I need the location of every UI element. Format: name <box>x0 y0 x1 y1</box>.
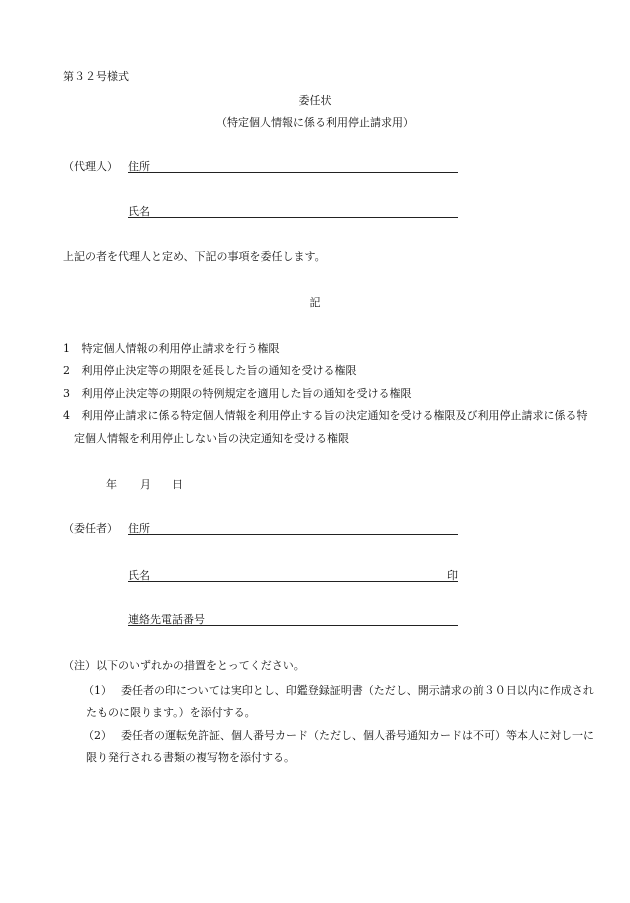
note-text: 委任者の印については実印とし、印鑑登録証明書（ただし、開示請求の前３０日以内に作成され <box>121 684 594 697</box>
date-day-label: 日 <box>172 478 183 491</box>
principal-address-line[interactable] <box>128 534 458 535</box>
document-subtitle: （特定個人情報に係る利用停止請求用） <box>216 116 414 129</box>
item-text: 特定個人情報の利用停止請求を行う権限 <box>81 342 280 355</box>
principal-phone-label: 連絡先電話番号 <box>128 613 205 626</box>
item-number: 4 <box>63 409 70 422</box>
agent-address-line[interactable] <box>128 172 458 173</box>
agent-name-line[interactable] <box>128 217 458 218</box>
list-item <box>63 385 412 401</box>
date-year-label: 年 <box>106 478 117 491</box>
notes-heading: （注）以下のいずれかの措置をとってください。 <box>63 659 305 672</box>
principal-label: （委任者） <box>63 522 118 535</box>
item-text: 利用停止決定等の期限を延長した旨の通知を受ける権限 <box>81 364 357 377</box>
principal-address-label: 住所 <box>128 522 150 535</box>
note-number: （2） <box>83 729 112 742</box>
seal-mark: 印 <box>447 569 458 582</box>
agent-label: （代理人） <box>63 160 118 173</box>
item-text-continuation: 定個人情報を利用停止しない旨の決定通知を受ける権限 <box>74 432 349 445</box>
delegation-statement: 上記の者を代理人と定め、下記の事項を委任します。 <box>63 250 326 263</box>
principal-phone-line[interactable] <box>128 625 458 626</box>
principal-name-line[interactable] <box>128 581 458 582</box>
note-text-continuation: たものに限ります。）を添付する。 <box>86 706 256 719</box>
ki-heading: 記 <box>309 296 321 309</box>
list-item <box>63 362 357 378</box>
note-text: 委任者の運転免許証、個人番号カード（ただし、個人番号通知カードは不可）等本人に対し一に <box>121 729 594 742</box>
date-month-label: 月 <box>140 478 151 491</box>
principal-name-label: 氏名 <box>128 569 150 582</box>
document-title: 委任状 <box>298 94 332 107</box>
note-number: （1） <box>83 684 112 697</box>
list-item <box>63 407 588 423</box>
item-text: 利用停止請求に係る特定個人情報を利用停止する旨の決定通知を受ける権限及び利用停止請求に係る特 <box>81 409 588 422</box>
agent-name-label: 氏名 <box>128 205 150 218</box>
item-number: 3 <box>63 387 70 400</box>
item-text: 利用停止決定等の期限の特例規定を適用した旨の通知を受ける権限 <box>81 387 412 400</box>
list-item <box>63 340 280 356</box>
item-number: 2 <box>63 364 70 377</box>
note-text-continuation: 限り発行される書類の複写物を添付する。 <box>86 751 295 764</box>
agent-address-label: 住所 <box>128 160 150 173</box>
item-number: 1 <box>63 342 70 355</box>
form-number: 第３２号様式 <box>63 70 129 83</box>
